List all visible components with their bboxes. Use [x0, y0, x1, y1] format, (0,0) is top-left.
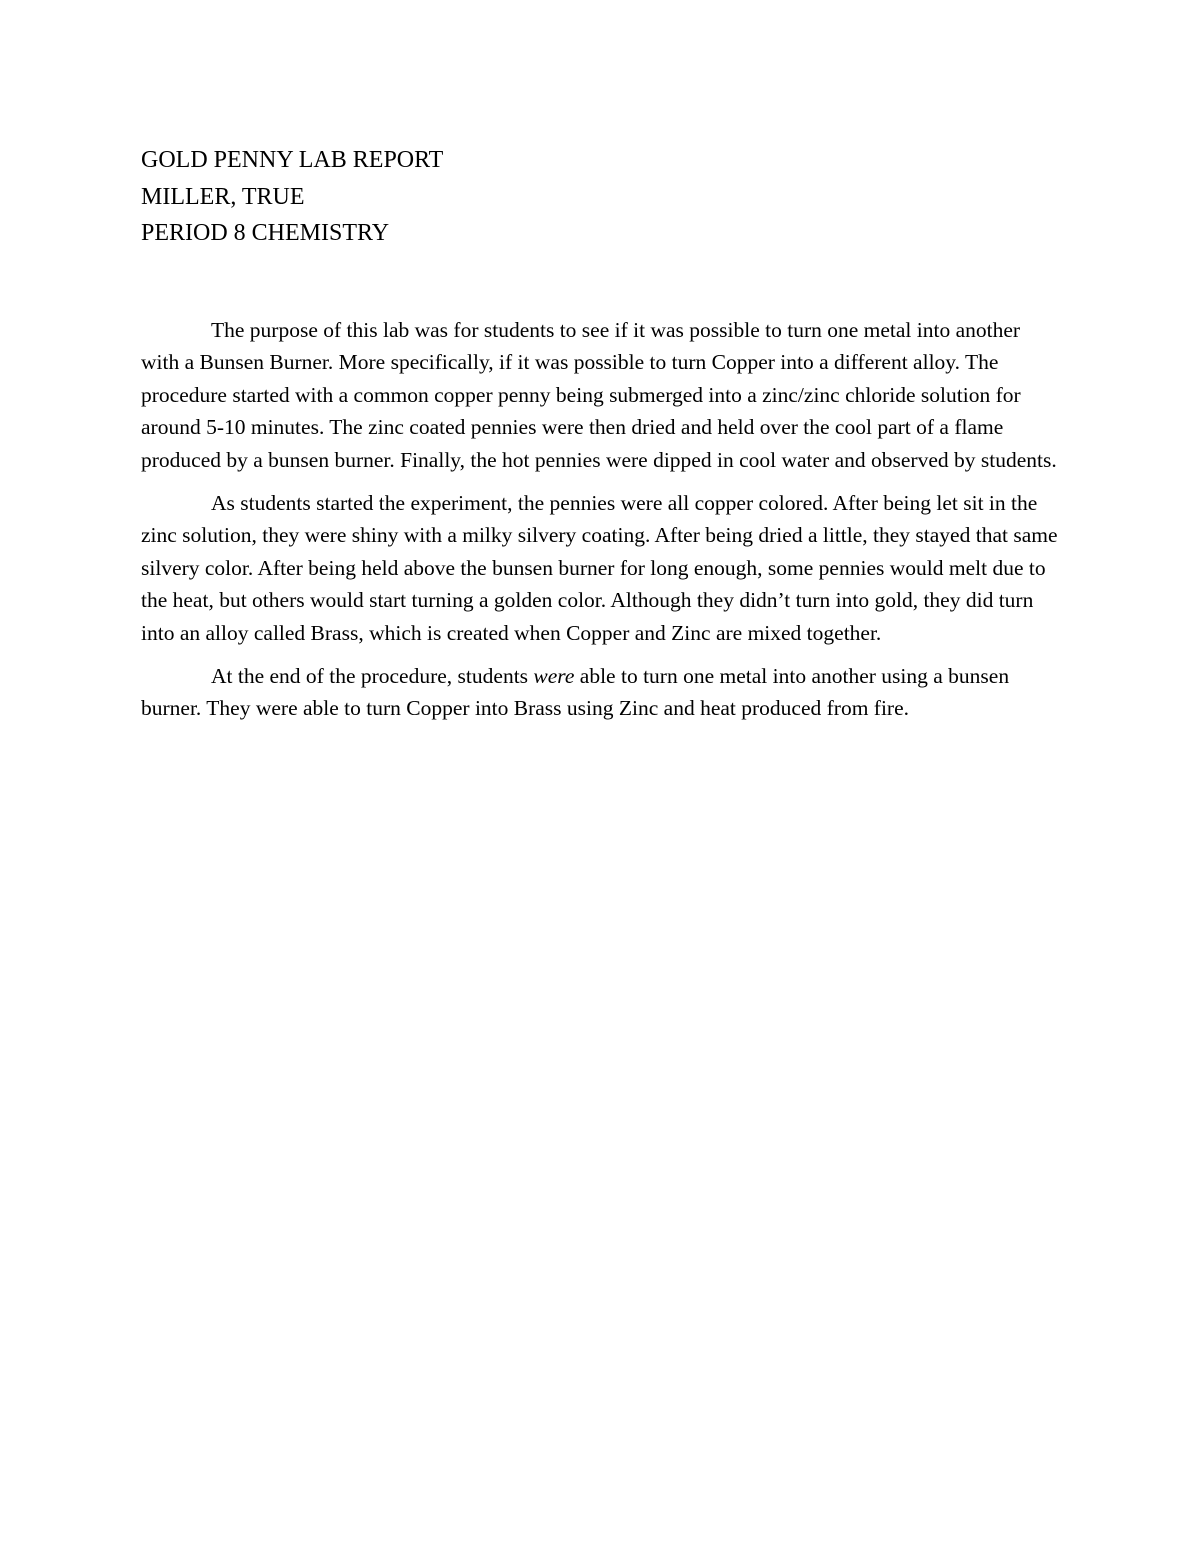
conclusion-emphasis: were [533, 664, 575, 689]
class-period: PERIOD 8 CHEMISTRY [141, 220, 390, 246]
paragraph-purpose: The purpose of this lab was for students to see if it was possible to turn one metal into another with a Bunsen Burner. More specifically, if it was possible to turn Copper into a different alloy. The procedure started with a common copper penny being submerged into a zinc/zinc chloride solution for around 5-10 minutes. The zinc coated pennies were then dried and held over the cool part of a flame produced by a bunsen burner. Finally, the hot pennies were dipped in cool water and observed by students. [141, 318, 1057, 472]
conclusion-text-start: At the end of the procedure, students [211, 664, 534, 689]
paragraph-conclusion [141, 660, 1059, 725]
student-name: MILLER, TRUE [141, 183, 305, 210]
report-title: GOLD PENNY LAB REPORT [141, 147, 444, 173]
paragraph-observations: As students started the experiment, the pennies were all copper colored. After being let sit in the zinc solution, they were shiny with a milky silvery coating. After being dried a little, they stayed that same silvery color. After being held above the bunsen burner for long enough, some pennies would melt due to the heat, but others would start turning a golden color. Although they didn’t turn into gold, they did turn into an alloy called Brass, which is created when Copper and Zinc are mixed together. [141, 491, 1058, 645]
report-header [141, 142, 1061, 252]
report-body [141, 314, 1059, 736]
conclusion-text-end: able to turn one metal into another using a bunsen burner. They were able to turn Copper into Brass using Zinc and heat produced from fire. [141, 664, 1010, 721]
